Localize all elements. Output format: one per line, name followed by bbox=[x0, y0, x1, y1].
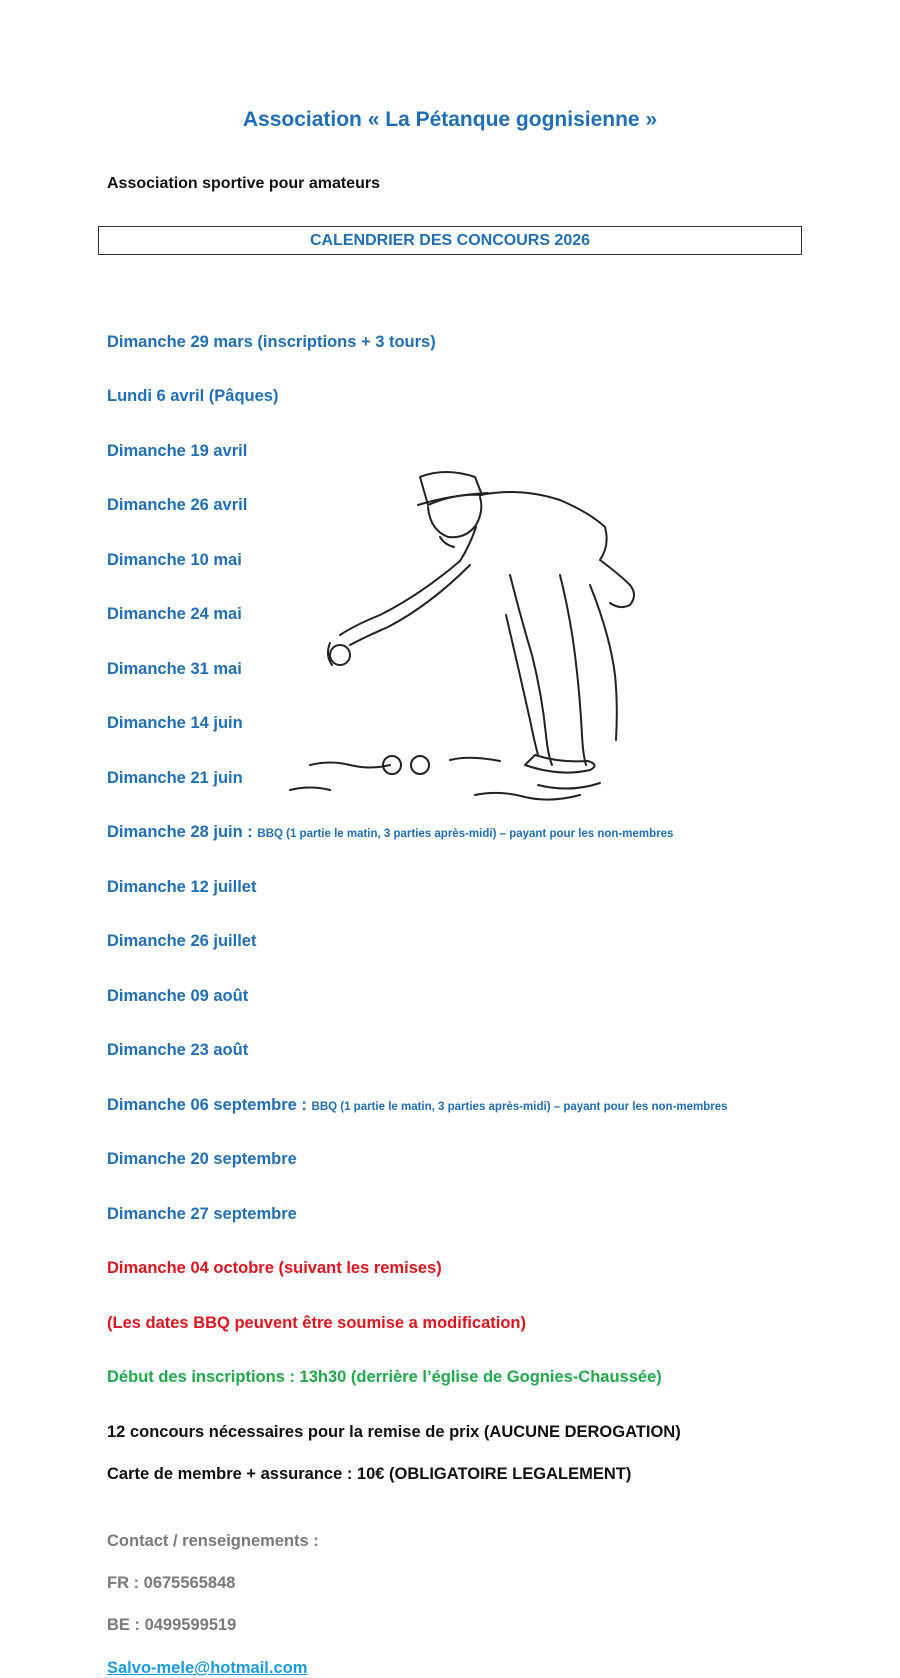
date-label: Dimanche 10 mai bbox=[107, 551, 242, 569]
date-item-bbq bbox=[107, 1096, 900, 1115]
date-item-bbq bbox=[107, 823, 900, 842]
date-label: Dimanche 26 juillet bbox=[107, 932, 257, 950]
contact-heading: Contact / renseignements : bbox=[107, 1532, 319, 1550]
date-label: Dimanche 14 juin bbox=[107, 714, 243, 732]
date-label: Dimanche 20 septembre bbox=[107, 1150, 297, 1168]
date-item bbox=[107, 714, 900, 733]
date-item bbox=[107, 1041, 900, 1060]
date-item bbox=[107, 551, 900, 570]
date-item bbox=[107, 496, 900, 515]
contact-email-link[interactable]: Salvo-mele@hotmail.com bbox=[107, 1659, 308, 1677]
date-label: Dimanche 29 mars (inscriptions + 3 tours) bbox=[107, 333, 436, 351]
date-item bbox=[107, 932, 900, 951]
date-label: Dimanche 23 août bbox=[107, 1041, 249, 1059]
rule-line: Carte de membre + assurance : 10€ (OBLIGATOIRE LEGALEMENT) bbox=[107, 1465, 632, 1483]
date-item bbox=[107, 769, 900, 788]
date-item bbox=[107, 387, 900, 406]
date-label: Dimanche 31 mai bbox=[107, 660, 242, 678]
calendar-title-box: CALENDRIER DES CONCOURS 2026 bbox=[98, 226, 802, 255]
date-label: Dimanche 06 septembre : bbox=[107, 1096, 307, 1114]
date-label: Dimanche 12 juillet bbox=[107, 878, 257, 896]
date-item bbox=[107, 987, 900, 1006]
date-label: Dimanche 27 septembre bbox=[107, 1205, 297, 1223]
date-label: Dimanche 19 avril bbox=[107, 442, 248, 460]
date-label: Dimanche 21 juin bbox=[107, 769, 243, 787]
date-item bbox=[107, 1205, 900, 1224]
contact-phone-fr: FR : 0675565848 bbox=[107, 1574, 236, 1592]
bbq-notice: (Les dates BBQ peuvent être soumise a modification) bbox=[107, 1314, 527, 1332]
date-label: Dimanche 09 août bbox=[107, 987, 249, 1005]
petanque-player-illustration bbox=[270, 465, 670, 810]
contact-phone-be: BE : 0499599519 bbox=[107, 1616, 237, 1634]
date-item bbox=[107, 878, 900, 897]
date-item bbox=[107, 333, 900, 352]
date-item bbox=[107, 660, 900, 679]
date-item bbox=[107, 1150, 900, 1169]
bbq-note: BBQ (1 partie le matin, 3 parties après-midi) – payant pour les non-membres bbox=[311, 1101, 728, 1113]
registration-info: Début des inscriptions : 13h30 (derrière l’église de Gognies-Chaussée) bbox=[107, 1368, 662, 1386]
final-date: Dimanche 04 octobre (suivant les remises) bbox=[107, 1259, 442, 1277]
date-label: Dimanche 26 avril bbox=[107, 496, 248, 514]
page-title: Association « La Pétanque gognisienne » bbox=[242, 108, 658, 131]
bbq-note: BBQ (1 partie le matin, 3 parties après-midi) – payant pour les non-membres bbox=[257, 828, 674, 840]
date-label: Dimanche 28 juin : bbox=[107, 823, 253, 841]
date-label: Dimanche 24 mai bbox=[107, 605, 242, 623]
subtitle: Association sportive pour amateurs bbox=[107, 175, 380, 192]
rule-line: 12 concours nécessaires pour la remise de prix (AUCUNE DEROGATION) bbox=[107, 1423, 681, 1441]
date-item bbox=[107, 605, 900, 624]
date-label: Lundi 6 avril (Pâques) bbox=[107, 387, 279, 405]
date-item bbox=[107, 442, 900, 461]
